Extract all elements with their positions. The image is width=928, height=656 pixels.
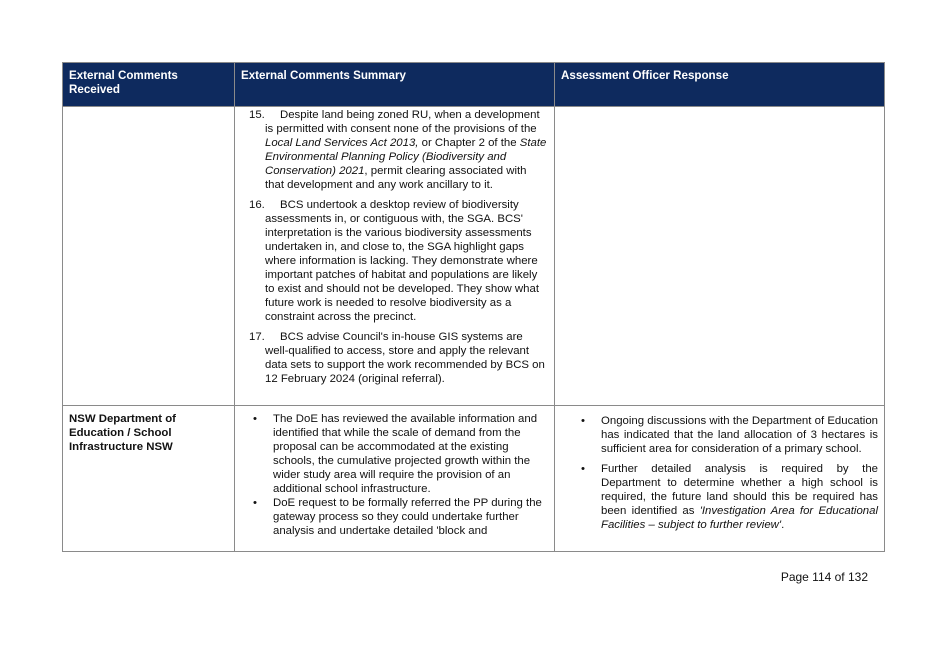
- bullet-list: [235, 406, 554, 538]
- response-cell: [555, 406, 885, 552]
- item-text: [265, 109, 546, 191]
- item-text: Ongoing discussions with the Department of Education has indicated that the land allocation of 3 hectares is sufficient area for consideration of a primary school.: [601, 415, 878, 455]
- item-text-part: Further detailed analysis is required by the Department to determine whether a high school is required, the future land should this be required has been identified as: [601, 463, 878, 517]
- item-text-part: Despite land being zoned RU, when a development is permitted with consent none of the provisions of the: [265, 109, 540, 135]
- table-header-row: [63, 63, 885, 107]
- bullet-icon: •: [581, 415, 585, 427]
- item-text-part: .: [781, 519, 785, 531]
- item-number: 15.: [249, 109, 265, 121]
- received-cell-empty: [63, 107, 235, 406]
- bullet-list: [555, 406, 884, 532]
- bullet-icon: •: [253, 413, 257, 425]
- summary-cell: [235, 107, 555, 406]
- item-text-part: , permit clearing associated with that development and any work ancillary to it.: [265, 165, 527, 191]
- table-row: [63, 406, 885, 552]
- item-text: [601, 463, 878, 531]
- legislation-title: State Environmental Planning Policy (Biodiversity and Conservation) 2021: [265, 137, 547, 177]
- page-number: Page 114 of 132: [780, 570, 868, 584]
- summary-cell: [235, 406, 555, 552]
- list-item: [249, 108, 548, 192]
- table-row: [63, 107, 885, 406]
- legislation-title: Local Land Services Act 2013,: [265, 137, 419, 149]
- header-external-comments-received: External Comments Received: [63, 63, 235, 107]
- list-item: [581, 462, 878, 532]
- header-assessment-officer-response: Assessment Officer Response: [555, 63, 885, 107]
- list-item: [251, 412, 548, 496]
- comments-table: [62, 62, 885, 552]
- organisation-name: NSW Department of Education / School Infrastructure NSW: [69, 413, 176, 453]
- item-number: 17.: [249, 331, 265, 343]
- item-text-part: or Chapter 2 of the: [418, 137, 520, 149]
- header-external-comments-summary: External Comments Summary: [235, 63, 555, 107]
- list-item: [251, 496, 548, 538]
- item-text: BCS undertook a desktop review of biodiversity assessments in, or contiguous with, the SGA. BCS' interpretation is the various biodiversity assessments undertaken in, and close to, the SGA highlight gaps where information is lacking. They demonstrate where important patches of habitat and populations are likely to exist and should not be developed. They show what future work is needed to resolve biodiversity as a constraint across the precinct.: [265, 199, 539, 323]
- received-cell: [63, 406, 235, 552]
- item-text: DoE request to be formally referred the PP during the gateway process so they could undertake further analysis and undertake detailed 'block and: [273, 497, 542, 537]
- numbered-list: [235, 107, 554, 386]
- land-designation: 'Investigation Area for Educational Facilities – subject to further review': [601, 505, 878, 531]
- list-item: [581, 414, 878, 456]
- bullet-icon: •: [253, 497, 257, 509]
- item-number: 16.: [249, 199, 265, 211]
- item-text: BCS advise Council's in-house GIS systems are well-qualified to access, store and apply the relevant data sets to support the work recommended by BCS on 12 February 2024 (original referral).: [265, 331, 545, 385]
- item-text: The DoE has reviewed the available information and identified that while the scale of demand from the proposal can be accommodated at the existing schools, the cumulative projected growth within the wider study area will require the provision of an additional school infrastructure.: [273, 413, 538, 495]
- response-cell-empty: [555, 107, 885, 406]
- list-item: [249, 198, 548, 324]
- list-item: [249, 330, 548, 386]
- bullet-icon: •: [581, 463, 585, 475]
